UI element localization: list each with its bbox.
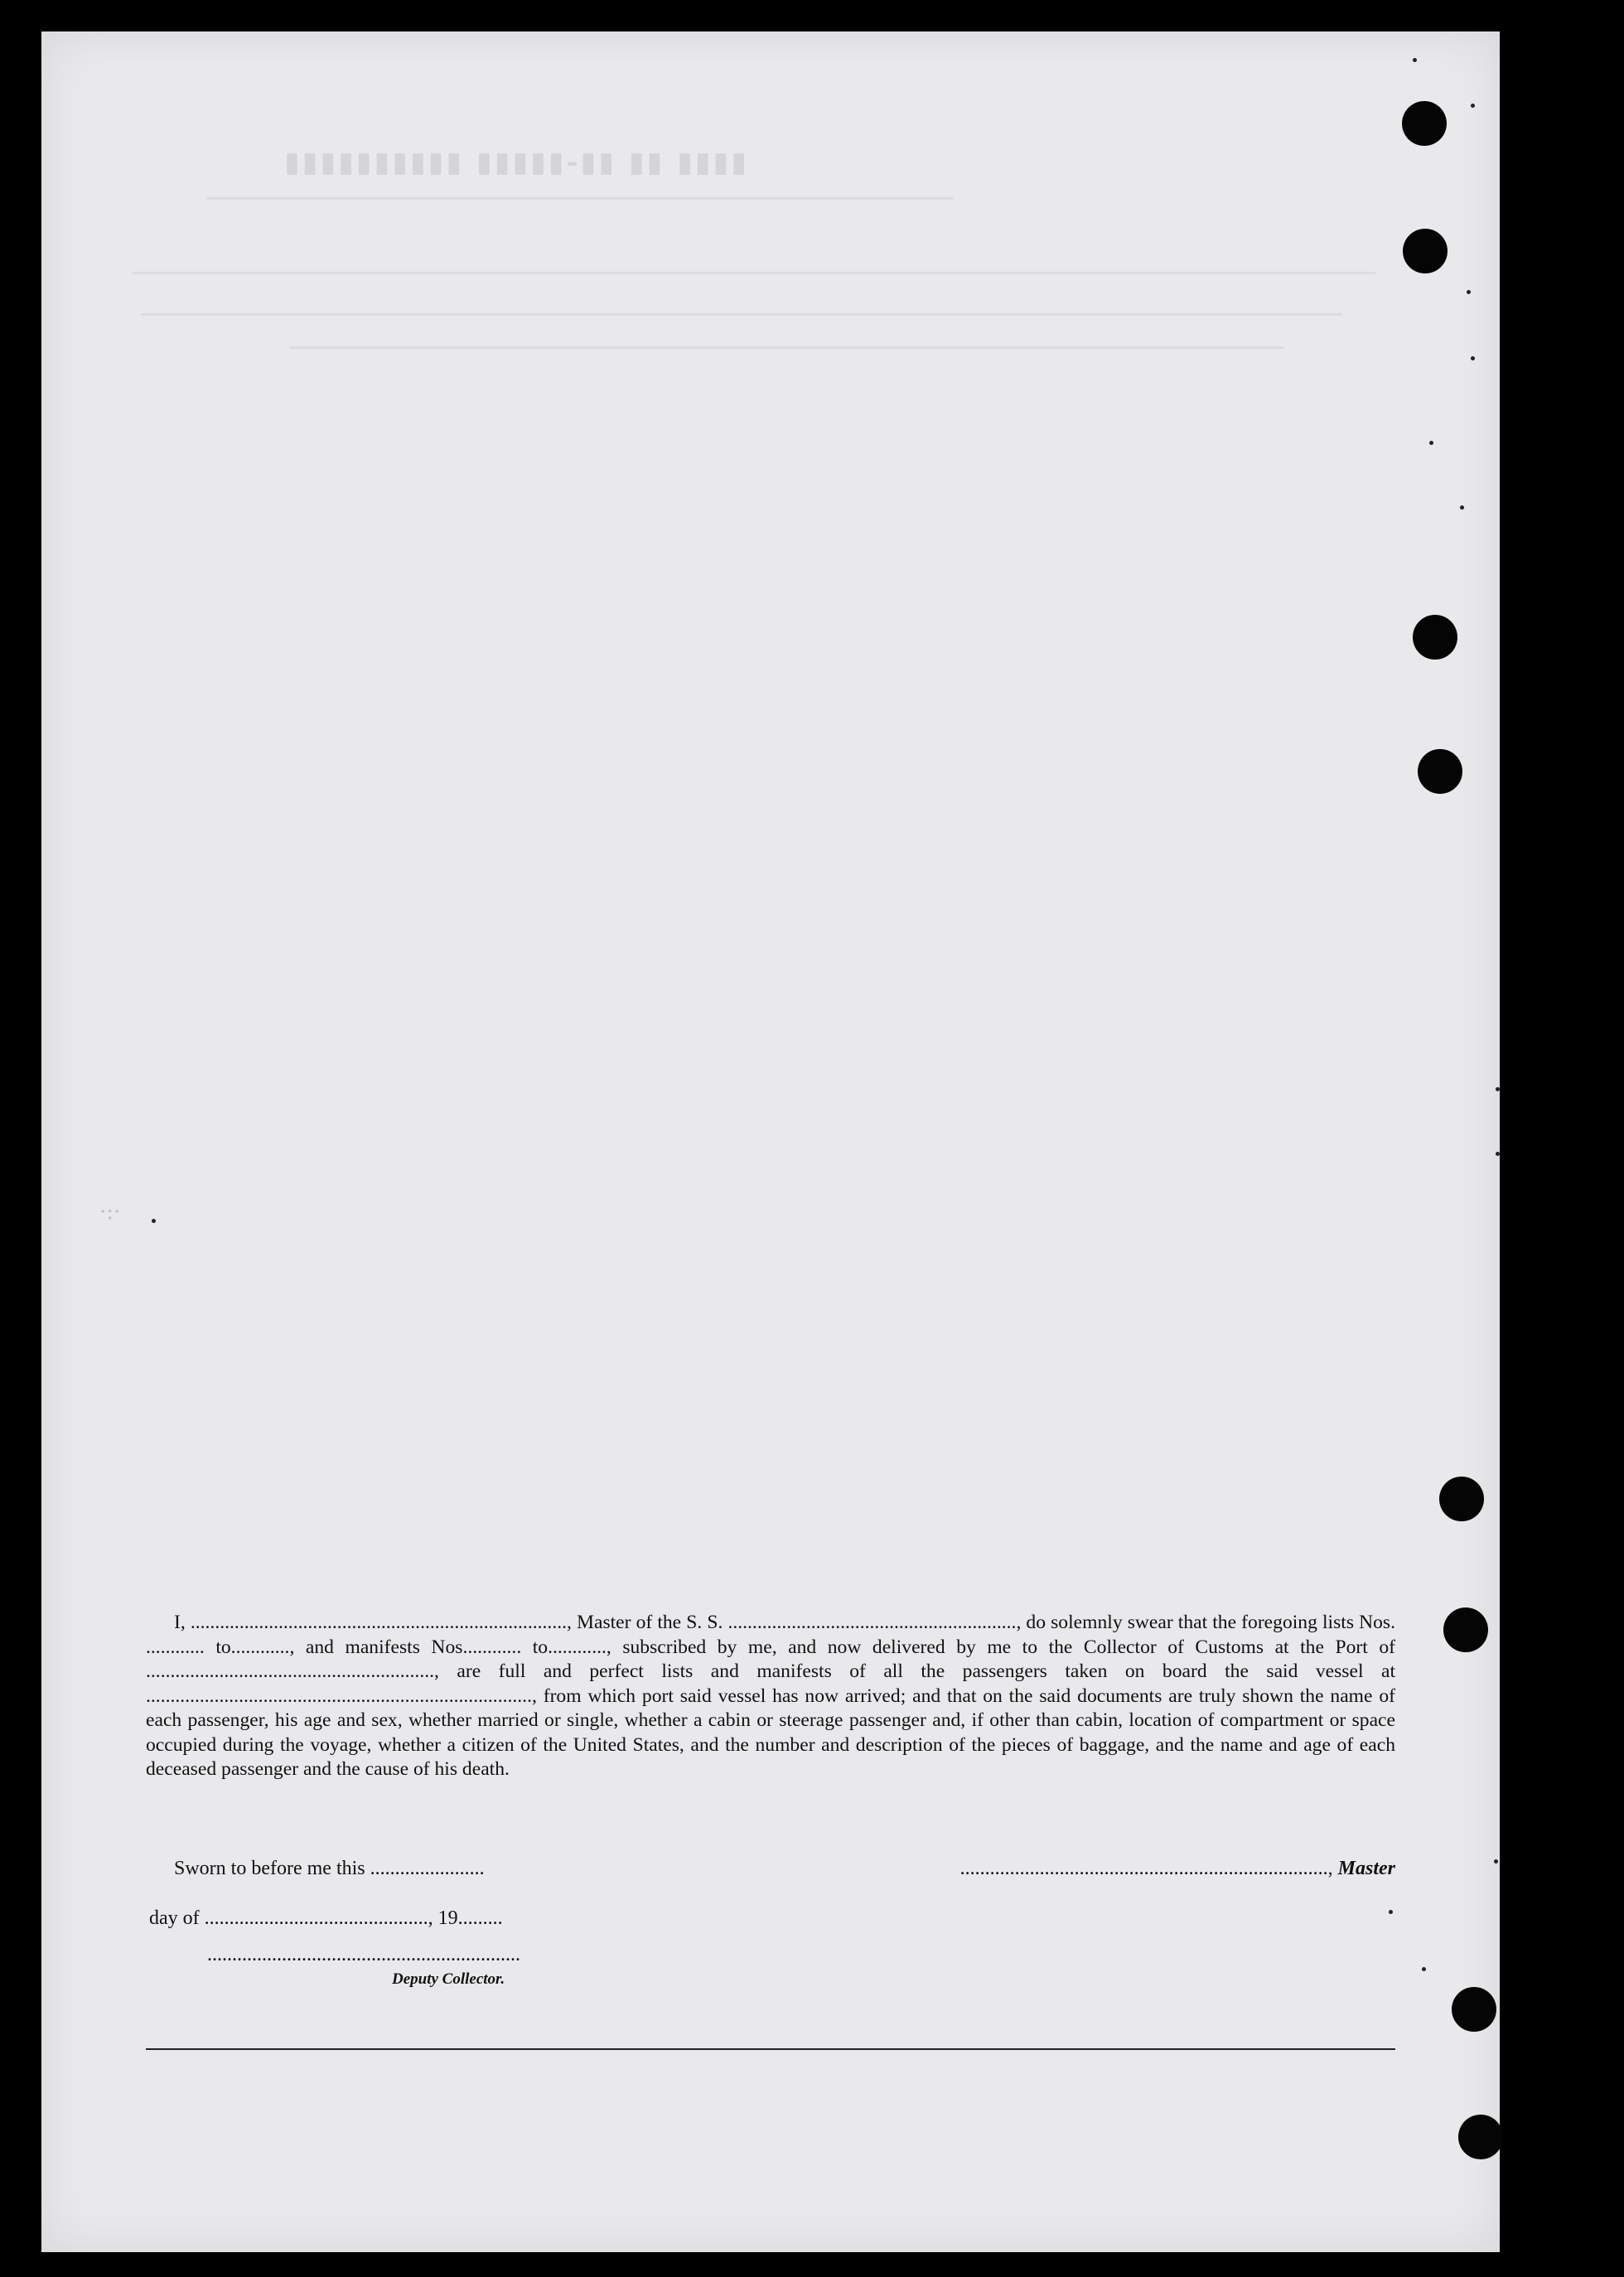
document-page	[41, 31, 1500, 2252]
punch-hole	[1418, 749, 1462, 794]
deputy-signature-dots: ...............................................................	[207, 1944, 520, 1965]
bleed-through-line	[141, 313, 1342, 316]
master-label: Master	[1337, 1858, 1395, 1879]
scan-speck	[1494, 1859, 1498, 1864]
bleed-through-line	[133, 272, 1375, 274]
scan-speck	[1496, 1087, 1500, 1091]
oath-paragraph: I, ............................................................................., Master of the S. S. ..........................................................., do solemnly swear that the foregoing lists Nos. ............ to............, and manifests Nos............ to............, subscribed by me, and now delivered by me to the Collector of Customs at the Port of ..........................................................., are full and perfect lists and manifests of all the passengers taken on board the said vessel at ..............................................................................., from which port said vessel has now arrived; and that on the said documents are truly shown the name of each passenger, his age and sex, whether married or single, whether a cabin or steerage passenger and, if other than cabin, location of compartment or space occupied during the voyage, whether a citizen of the United States, and the number and description of the pieces of baggage, and the name and age of each deceased passenger and the cause of his death.	[146, 1612, 1395, 1780]
day-of-line: day of ............................................., 19.........	[149, 1907, 503, 1929]
bleed-through-line	[207, 197, 953, 200]
scan-speck	[1460, 505, 1464, 510]
scan-speck	[1429, 441, 1433, 445]
master-signature-line	[960, 1858, 1395, 1880]
scan-speck	[1389, 1910, 1393, 1914]
master-dots: ..........................................................................,	[959, 1858, 1338, 1879]
scan-speck	[1496, 1152, 1500, 1156]
scan-speck	[1422, 1967, 1426, 1971]
punch-hole	[1402, 101, 1447, 146]
punch-hole	[1439, 1477, 1484, 1521]
sworn-before-line: Sworn to before me this .......................	[174, 1858, 485, 1879]
scan-speck	[1467, 290, 1471, 294]
scan-speck	[1471, 104, 1475, 108]
margin-mark: ·:·	[99, 1200, 121, 1225]
scan-speck	[1413, 58, 1417, 62]
bleed-through-line	[290, 346, 1284, 349]
bleed-through-heading: ▮▮▮▮ ▮▮ ▮▮-▮▮▮▮▮ ▮▮▮▮▮▮▮▮▮▮	[282, 146, 747, 179]
punch-hole	[1403, 229, 1448, 273]
bottom-rule	[146, 2048, 1395, 2050]
punch-hole	[1458, 2115, 1503, 2159]
punch-hole	[1443, 1607, 1488, 1652]
scan-speck	[152, 1219, 156, 1223]
scan-speck	[1471, 356, 1475, 360]
punch-hole	[1413, 615, 1457, 660]
punch-hole	[1452, 1987, 1496, 2032]
deputy-collector-label: Deputy Collector.	[392, 1970, 505, 1988]
